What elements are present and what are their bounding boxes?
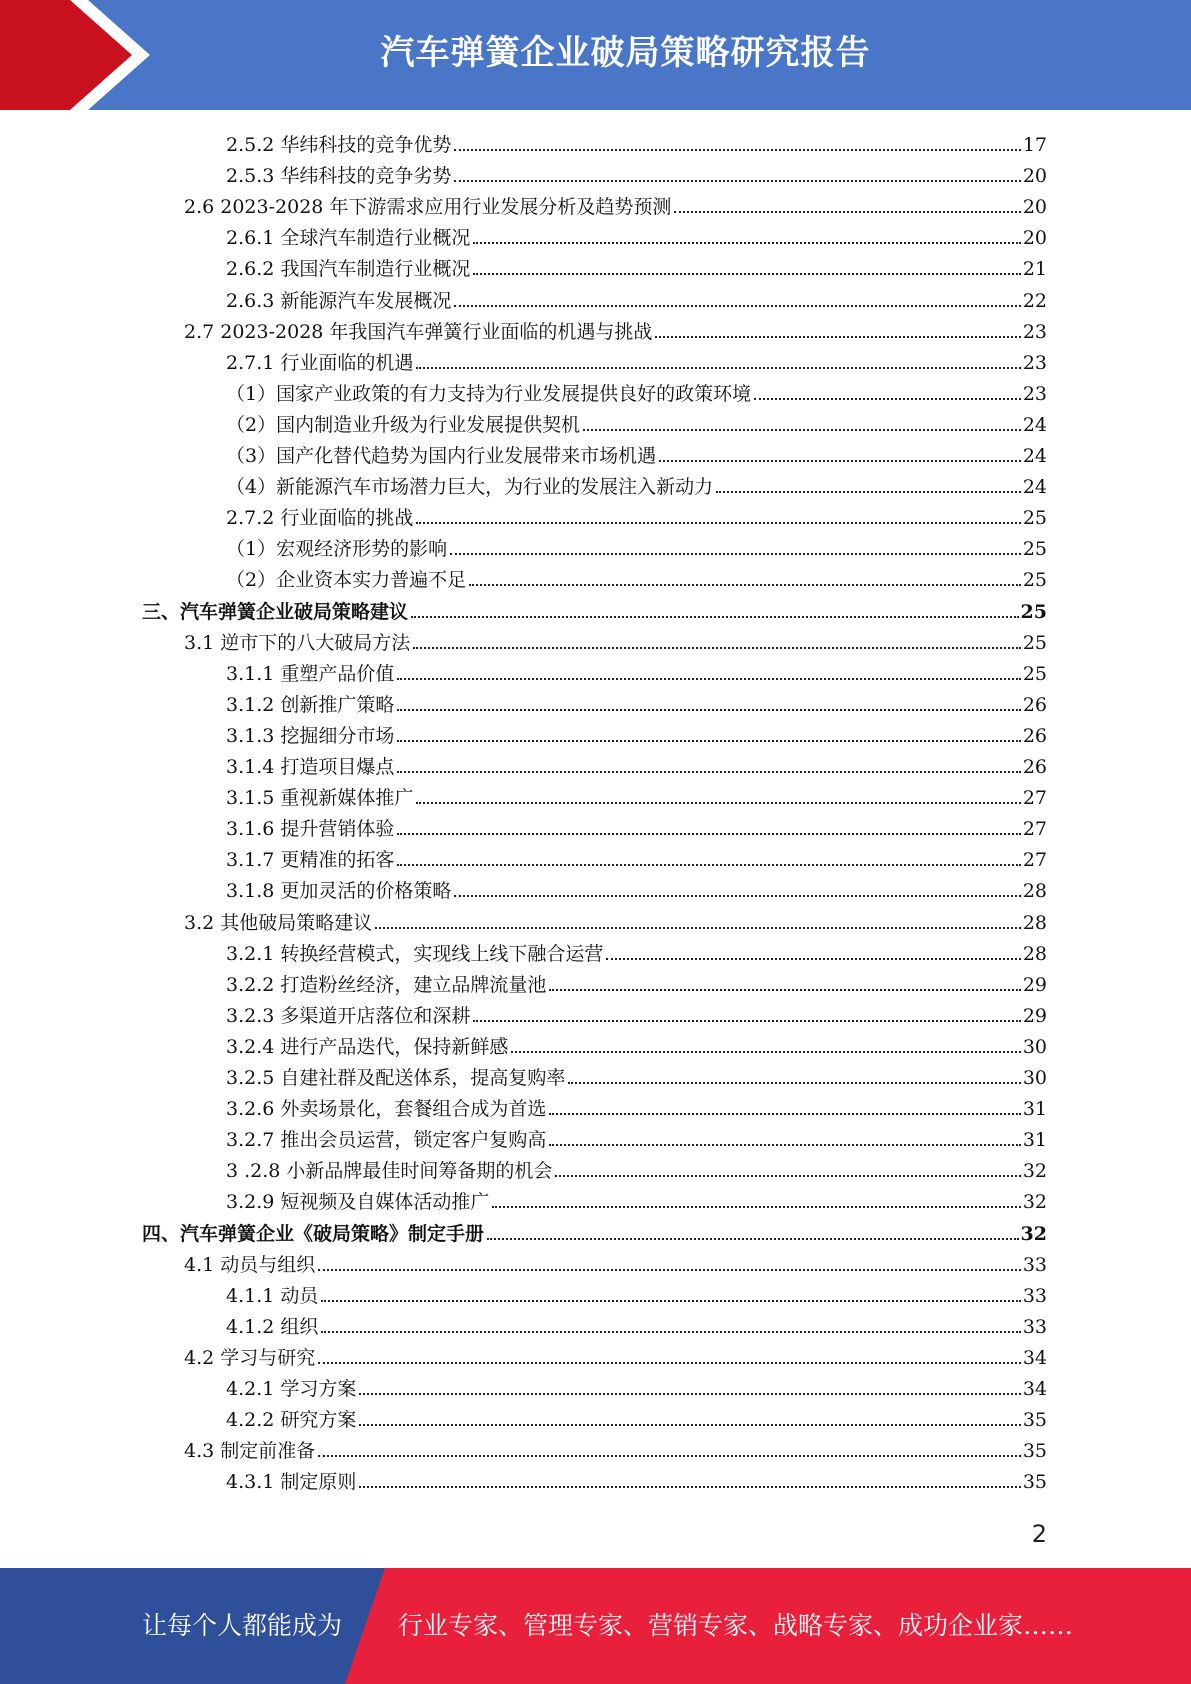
toc-entry-page: 31 xyxy=(1022,1129,1047,1152)
toc-entry-page: 24 xyxy=(1022,413,1047,436)
toc-entry[interactable] xyxy=(226,999,1047,1030)
toc-entry[interactable] xyxy=(226,657,1047,688)
toc-entry-title: 4.2 学习与研究 xyxy=(184,1346,316,1369)
toc-entry-title: 2.6.1 全球汽车制造行业概况 xyxy=(226,227,471,250)
toc-dot-leader xyxy=(416,367,1020,369)
toc-entry-page: 35 xyxy=(1022,1409,1047,1432)
toc-entry-page: 29 xyxy=(1022,973,1047,996)
toc-dot-leader xyxy=(549,1113,1020,1115)
toc-entry-page: 25 xyxy=(1022,507,1047,530)
toc-entry[interactable] xyxy=(226,874,1047,905)
toc-entry[interactable] xyxy=(184,190,1047,221)
toc-entry-page: 34 xyxy=(1022,1346,1047,1369)
toc-dot-leader xyxy=(487,1238,1019,1240)
toc-entry-title: 3.1.6 提升营销体验 xyxy=(226,818,395,841)
toc-dot-leader xyxy=(473,1020,1020,1022)
toc-entry-page: 31 xyxy=(1022,1098,1047,1121)
toc-entry-title: 3.2.4 进行产品迭代，保持新鲜感 xyxy=(226,1035,509,1058)
toc-entry-page: 27 xyxy=(1022,818,1047,841)
toc-entry-title: 3.1.3 挖掘细分市场 xyxy=(226,724,395,747)
toc-entry-title: 3.2.1 转换经营模式，实现线上线下融合运营 xyxy=(226,942,604,965)
toc-entry-title: 4.1 动员与组织 xyxy=(184,1253,316,1276)
footer-slogan-left: 让每个人都能成为 xyxy=(142,1611,343,1640)
toc-entry-page: 24 xyxy=(1022,445,1047,467)
toc-entry[interactable] xyxy=(226,750,1047,781)
toc-entry-page: 32 xyxy=(1020,1222,1047,1245)
toc-dot-leader xyxy=(492,1206,1020,1208)
toc-entry-title: 四、汽车弹簧企业《破局策略》制定手册 xyxy=(142,1222,485,1245)
toc-entry[interactable] xyxy=(226,1465,1047,1496)
toc-entry-page: 23 xyxy=(1022,351,1047,374)
toc-entry[interactable] xyxy=(226,1185,1047,1216)
toc-dot-leader xyxy=(411,616,1019,618)
toc-dot-leader xyxy=(568,1082,1020,1084)
toc-entry-title: 3.1.5 重视新媒体推广 xyxy=(226,787,414,810)
toc-dot-leader xyxy=(397,833,1020,835)
toc-entry[interactable] xyxy=(226,128,1047,159)
toc-entry-page: 24 xyxy=(1022,476,1047,499)
toc-dot-leader xyxy=(555,1175,1020,1177)
toc-entry[interactable] xyxy=(226,781,1047,812)
toc-entry-title: 3.2.3 多渠道开店落位和深耕 xyxy=(226,1004,471,1027)
toc-entry-title: 4.2.2 研究方案 xyxy=(226,1409,357,1432)
toc-entry-title: （1）宏观经济形势的影响 xyxy=(226,538,448,561)
toc-entry-title: 3.1.2 创新推广策略 xyxy=(226,693,395,716)
toc-entry[interactable] xyxy=(226,563,1047,594)
toc-entry[interactable] xyxy=(184,626,1047,657)
toc-entry[interactable] xyxy=(226,1030,1047,1061)
toc-entry[interactable] xyxy=(184,906,1047,937)
toc-dot-leader xyxy=(473,242,1020,244)
toc-dot-leader xyxy=(454,305,1020,307)
toc-entry[interactable] xyxy=(226,532,1047,563)
toc-entry[interactable] xyxy=(142,595,1047,626)
toc-entry-title: （1）国家产业政策的有力支持为行业发展提供良好的政策环境 xyxy=(226,382,752,405)
toc-dot-leader xyxy=(321,1331,1020,1333)
toc-entry[interactable] xyxy=(226,843,1047,874)
toc-dot-leader xyxy=(659,460,1021,462)
toc-dot-leader xyxy=(674,211,1020,213)
toc-entry-page: 26 xyxy=(1022,724,1047,747)
page-header xyxy=(0,0,1191,110)
toc-entry-page: 22 xyxy=(1022,289,1047,312)
toc-dot-leader xyxy=(454,180,1020,182)
toc-entry-page: 17 xyxy=(1022,134,1047,156)
toc-entry-page: 20 xyxy=(1022,227,1047,250)
toc-entry-title: 2.7 2023-2028 年我国汽车弹簧行业面临的机遇与挑战 xyxy=(184,320,653,343)
toc-entry[interactable] xyxy=(226,1061,1047,1092)
toc-entry[interactable] xyxy=(226,439,1047,470)
toc-entry[interactable] xyxy=(142,1217,1047,1248)
toc-entry[interactable] xyxy=(226,470,1047,501)
toc-entry[interactable] xyxy=(226,284,1047,315)
toc-dot-leader xyxy=(655,336,1020,338)
toc-dot-leader xyxy=(359,1424,1020,1426)
toc-entry-page: 35 xyxy=(1022,1471,1047,1494)
toc-entry-page: 25 xyxy=(1020,600,1047,623)
page-footer xyxy=(0,1568,1191,1684)
toc-dot-leader xyxy=(454,149,1020,151)
toc-entry-page: 27 xyxy=(1022,849,1047,872)
toc-entry-title: 三、汽车弹簧企业破局策略建议 xyxy=(142,600,409,623)
toc-dot-leader xyxy=(549,1144,1020,1146)
toc-entry[interactable] xyxy=(226,346,1047,377)
toc-entry[interactable] xyxy=(226,937,1047,968)
toc-dot-leader xyxy=(375,927,1021,929)
toc-entry-page: 25 xyxy=(1022,538,1047,561)
toc-entry[interactable] xyxy=(226,1310,1047,1341)
toc-entry-title: 4.3.1 制定原则 xyxy=(226,1471,357,1494)
toc-entry-title: 3.2 其他破局策略建议 xyxy=(184,911,373,934)
toc-dot-leader xyxy=(413,647,1021,649)
toc-entry[interactable] xyxy=(226,252,1047,283)
toc-entry[interactable] xyxy=(226,719,1047,750)
footer-slogan-right: 行业专家、管理专家、营销专家、战略专家、成功企业家…… xyxy=(398,1611,1074,1640)
toc-dot-leader xyxy=(416,802,1020,804)
toc-entry-page: 28 xyxy=(1022,911,1047,934)
toc-entry-page: 26 xyxy=(1022,693,1047,716)
toc-entry-title: 2.6 2023-2028 年下游需求应用行业发展分析及趋势预测 xyxy=(184,196,672,219)
toc-dot-leader xyxy=(454,895,1020,897)
toc-entry[interactable] xyxy=(226,1372,1047,1403)
toc-entry[interactable] xyxy=(226,812,1047,843)
toc-entry[interactable] xyxy=(226,408,1047,439)
toc-entry-title: （2）国内制造业升级为行业发展提供契机 xyxy=(226,413,581,436)
toc-entry-page: 33 xyxy=(1022,1284,1047,1307)
toc-entry-title: 3.1.8 更加灵活的价格策略 xyxy=(226,880,452,903)
toc-dot-leader xyxy=(359,1486,1020,1488)
toc-entry[interactable] xyxy=(226,1092,1047,1123)
toc-dot-leader xyxy=(318,1455,1021,1457)
toc-entry-page: 25 xyxy=(1022,569,1047,592)
toc-entry-title: 3.2.9 短视频及自媒体活动推广 xyxy=(226,1191,490,1214)
toc-entry-page: 30 xyxy=(1022,1067,1047,1089)
toc-entry-title: 2.5.3 华纬科技的竞争劣势 xyxy=(226,165,452,188)
toc-entry-page: 21 xyxy=(1022,258,1047,281)
toc-entry-page: 28 xyxy=(1022,880,1047,903)
toc-entry-title: （3）国产化替代趋势为国内行业发展带来市场机遇 xyxy=(226,445,657,467)
page-number: 2 xyxy=(1031,1520,1047,1548)
toc-dot-leader xyxy=(318,1362,1021,1364)
toc-dot-leader xyxy=(397,740,1020,742)
toc-dot-leader xyxy=(397,709,1020,711)
toc-entry-page: 35 xyxy=(1022,1440,1047,1463)
toc-entry-page: 26 xyxy=(1022,756,1047,778)
toc-dot-leader xyxy=(416,522,1020,524)
toc-entry[interactable] xyxy=(184,1341,1047,1372)
toc-entry-page: 32 xyxy=(1022,1191,1047,1214)
toc-entry-page: 20 xyxy=(1022,196,1047,219)
toc-entry-page: 23 xyxy=(1022,382,1047,405)
toc-entry-title: 2.7.2 行业面临的挑战 xyxy=(226,507,414,530)
toc-entry-page: 34 xyxy=(1022,1378,1047,1400)
toc-dot-leader xyxy=(549,989,1020,991)
toc-dot-leader xyxy=(469,584,1021,586)
toc-entry-page: 29 xyxy=(1022,1004,1047,1027)
toc-entry-title: 2.5.2 华纬科技的竞争优势 xyxy=(226,134,452,156)
toc-entry-title: 3.2.2 打造粉丝经济，建立品牌流量池 xyxy=(226,973,547,996)
toc-entry[interactable] xyxy=(226,1279,1047,1310)
toc-entry[interactable] xyxy=(226,377,1047,408)
toc-entry-title: 3.1 逆市下的八大破局方法 xyxy=(184,631,411,654)
toc-dot-leader xyxy=(397,864,1020,866)
toc-entry-title: 3.2.7 推出会员运营，锁定客户复购高 xyxy=(226,1129,547,1152)
toc-entry[interactable] xyxy=(184,1434,1047,1465)
toc-entry-page: 20 xyxy=(1022,165,1047,188)
toc-entry[interactable] xyxy=(226,968,1047,999)
toc-dot-leader xyxy=(716,491,1021,493)
toc-dot-leader xyxy=(511,1051,1020,1053)
toc-entry-title: 4.3 制定前准备 xyxy=(184,1440,316,1463)
toc-entry[interactable] xyxy=(226,501,1047,532)
toc-dot-leader xyxy=(397,678,1020,680)
toc-dot-leader xyxy=(473,273,1020,275)
toc-entry-title: 2.7.1 行业面临的机遇 xyxy=(226,351,414,374)
toc-entry-page: 25 xyxy=(1022,631,1047,654)
toc-dot-leader xyxy=(321,1300,1020,1302)
toc-entry-title: 3 .2.8 小新品牌最佳时间筹备期的机会 xyxy=(226,1160,553,1183)
toc-entry-page: 33 xyxy=(1022,1253,1047,1276)
toc-entry[interactable] xyxy=(226,159,1047,190)
toc-entry-title: 3.2.6 外卖场景化，套餐组合成为首选 xyxy=(226,1098,547,1121)
toc-entry[interactable] xyxy=(184,1248,1047,1279)
toc-entry-page: 28 xyxy=(1022,942,1047,965)
toc-entry-title: 2.6.2 我国汽车制造行业概况 xyxy=(226,258,471,281)
toc-dot-leader xyxy=(450,553,1021,555)
toc-entry-title: （2）企业资本实力普遍不足 xyxy=(226,569,467,592)
toc-entry-page: 30 xyxy=(1022,1035,1047,1058)
toc-entry-title: 3.1.4 打造项目爆点 xyxy=(226,756,395,778)
toc-dot-leader xyxy=(359,1393,1020,1395)
toc-entry-title: 3.1.7 更精准的拓客 xyxy=(226,849,395,872)
toc-entry[interactable] xyxy=(184,315,1047,346)
toc-entry-page: 25 xyxy=(1022,662,1047,685)
toc-entry-title: （4）新能源汽车市场潜力巨大，为行业的发展注入新动力 xyxy=(226,476,714,499)
toc-entry-page: 27 xyxy=(1022,787,1047,810)
toc-entry-title: 3.1.1 重塑产品价值 xyxy=(226,662,395,685)
toc-dot-leader xyxy=(397,771,1020,773)
toc-dot-leader xyxy=(583,429,1021,431)
toc-entry[interactable] xyxy=(226,1123,1047,1154)
toc-entry[interactable] xyxy=(226,688,1047,719)
toc-entry-page: 33 xyxy=(1022,1315,1047,1338)
toc-entry[interactable] xyxy=(226,1154,1047,1185)
toc-entry-title: 2.6.3 新能源汽车发展概况 xyxy=(226,289,452,312)
toc-entry-title: 4.1.2 组织 xyxy=(226,1315,319,1338)
toc-entry-page: 23 xyxy=(1022,320,1047,343)
toc-entry-title: 4.2.1 学习方案 xyxy=(226,1378,357,1400)
toc-dot-leader xyxy=(754,398,1021,400)
toc-entry-title: 4.1.1 动员 xyxy=(226,1284,319,1307)
toc-entry[interactable] xyxy=(226,221,1047,252)
toc-dot-leader xyxy=(318,1269,1021,1271)
toc-dot-leader xyxy=(606,958,1020,960)
toc-entry-title: 3.2.5 自建社群及配送体系，提高复购率 xyxy=(226,1067,566,1089)
toc-entry[interactable] xyxy=(226,1403,1047,1434)
toc-entry-page: 32 xyxy=(1022,1160,1047,1183)
report-title: 汽车弹簧企业破局策略研究报告 xyxy=(380,33,871,73)
